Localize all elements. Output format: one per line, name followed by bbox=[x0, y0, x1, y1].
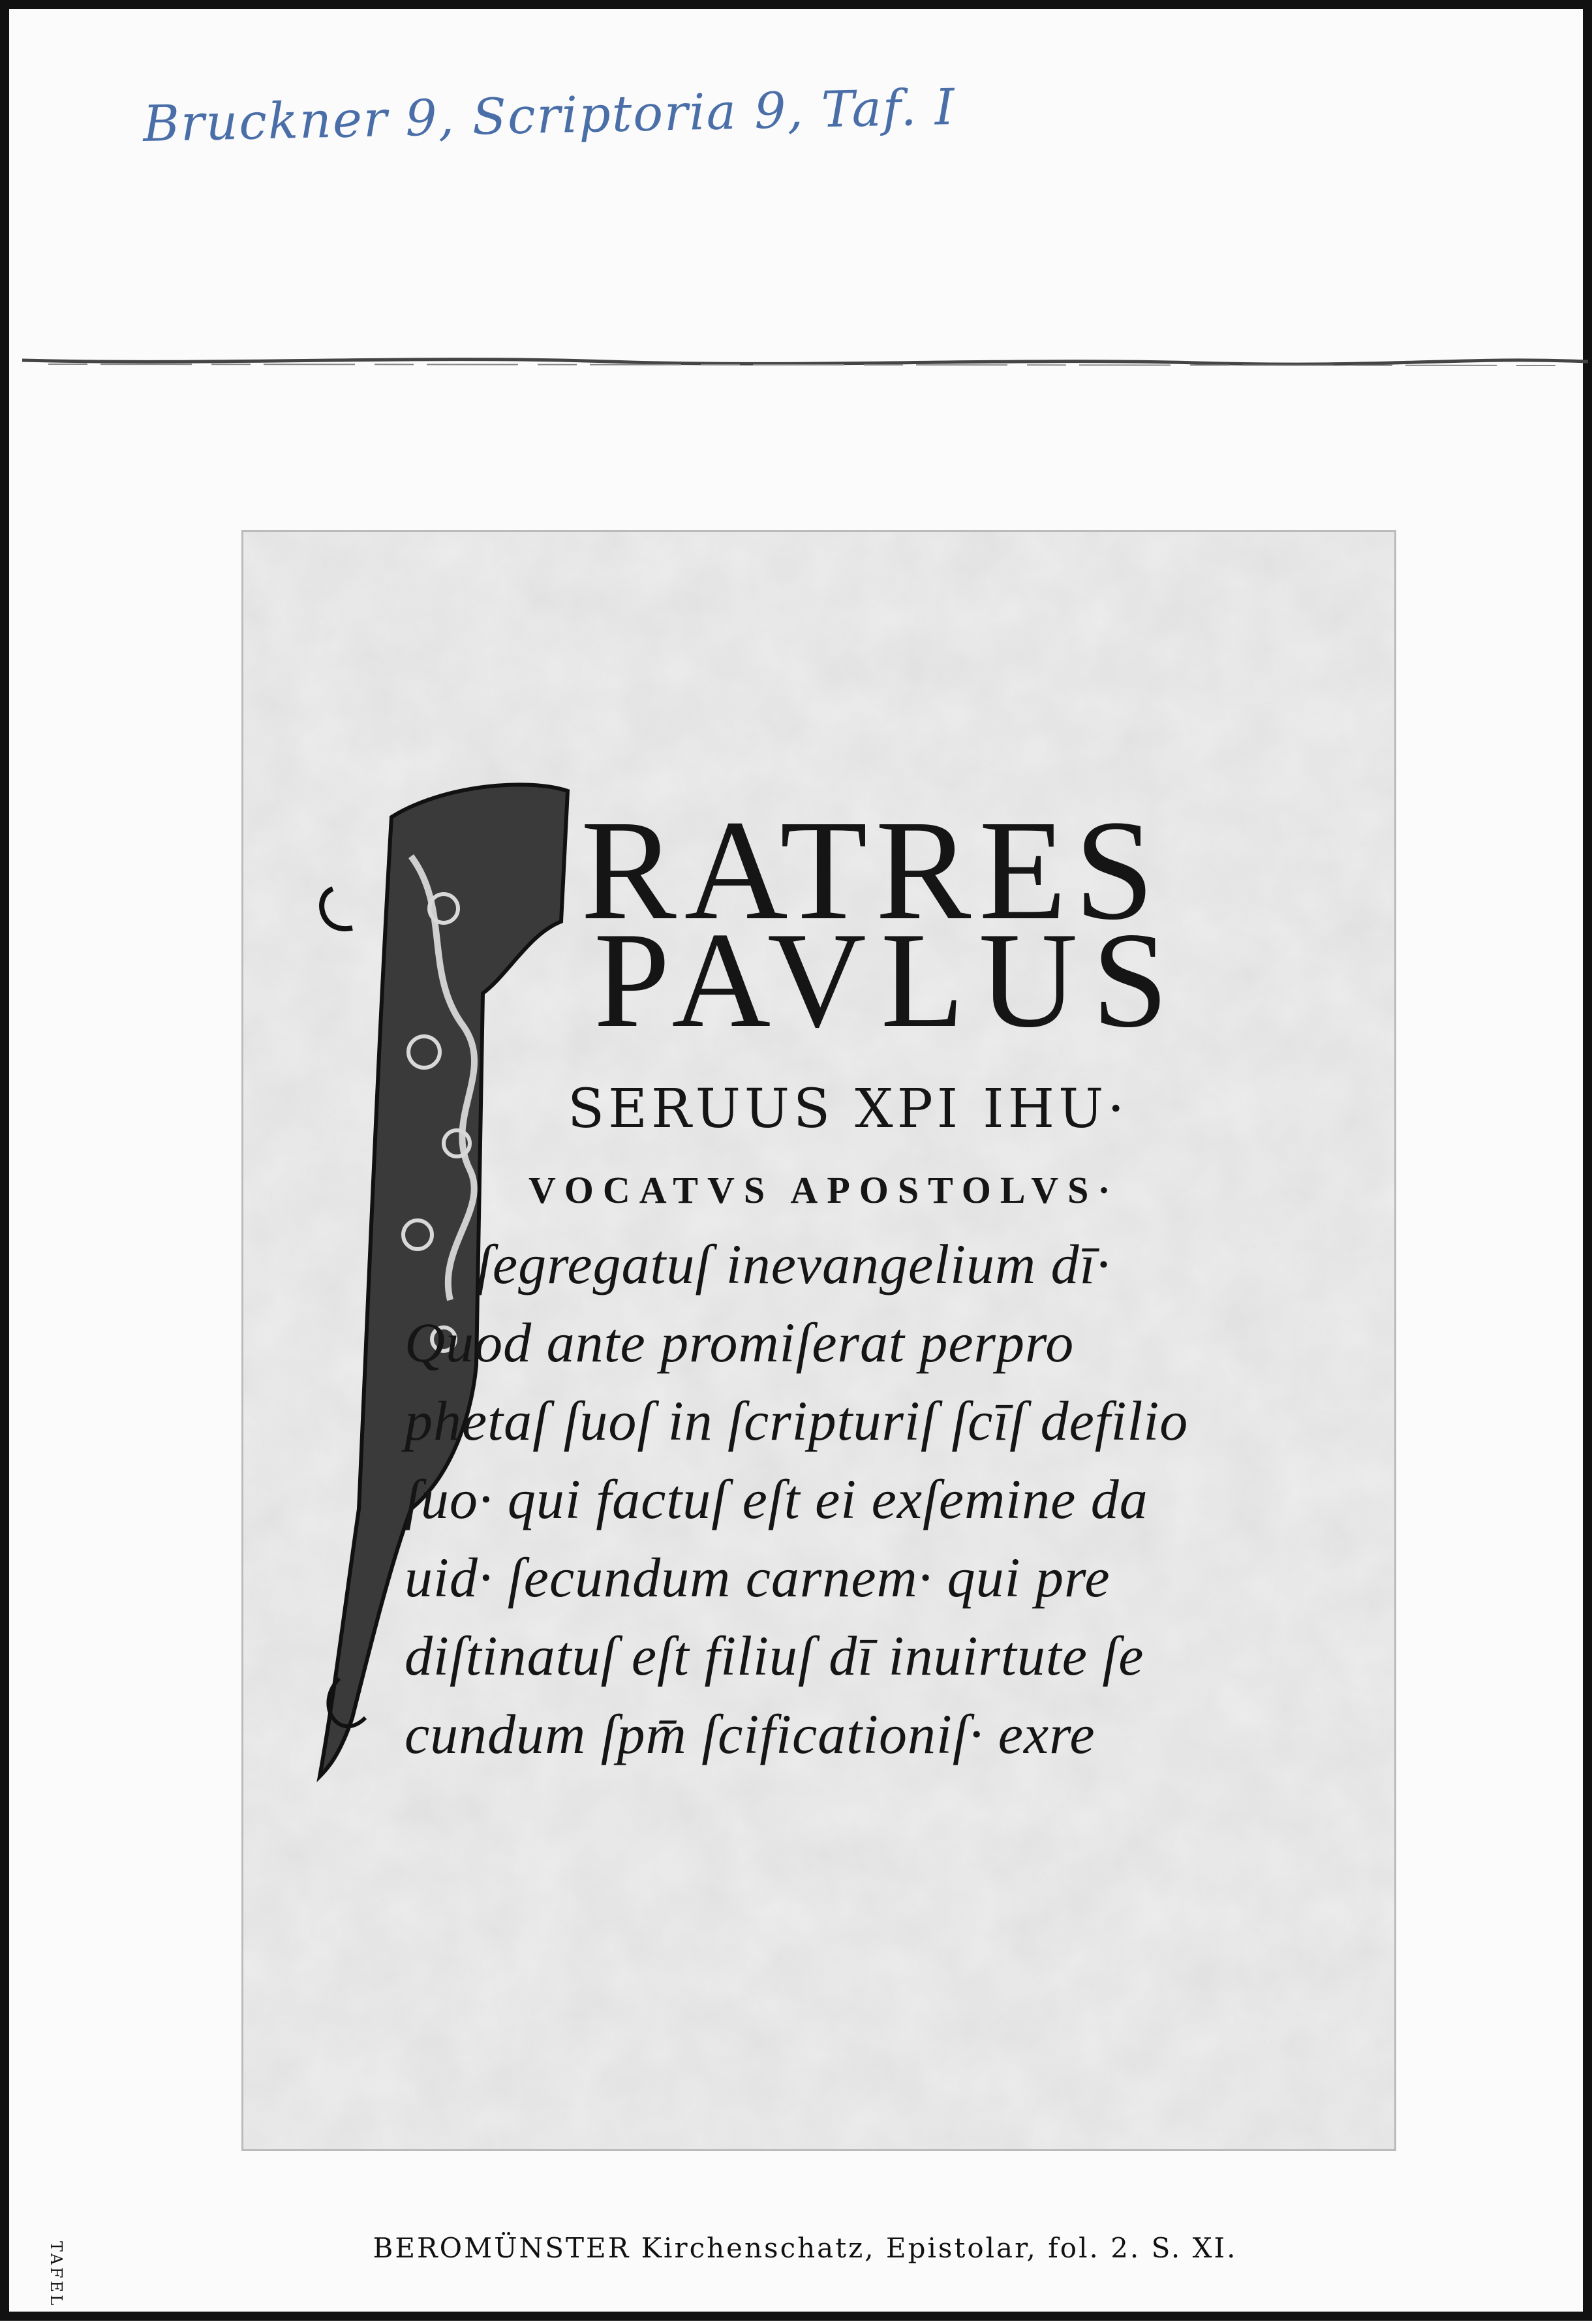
manuscript-line-6: Quod ante promiſerat perpro bbox=[405, 1311, 1075, 1374]
manuscript-plate bbox=[241, 530, 1396, 2151]
manuscript-line-4: VOCATVS APOSTOLVS· bbox=[528, 1169, 1120, 1211]
handwritten-note: Bruckner 9, Scriptoria 9, Taf. I bbox=[142, 77, 957, 153]
manuscript-line-3: SERUUS XPI IHU· bbox=[568, 1078, 1129, 1140]
manuscript-line-1: RATRES bbox=[581, 790, 1163, 950]
fold-line bbox=[22, 349, 1588, 381]
manuscript-line-8: ſuo· qui factuſ eſt ei exſemine da bbox=[405, 1468, 1148, 1530]
plate-caption: BEROMÜNSTER Kirchenschatz, Epistolar, fol. 2. S. XI. bbox=[373, 2232, 1238, 2264]
manuscript-line-10: diſtinatuſ eſt filiuſ dī inuirtute ſe bbox=[405, 1624, 1144, 1687]
manuscript-line-2: PAVLUS bbox=[594, 905, 1183, 1056]
manuscript-line-5: ſegregatuſ inevangelium dī· bbox=[476, 1233, 1110, 1295]
manuscript-line-9: uid· ſecundum carnem· qui pre bbox=[405, 1546, 1110, 1609]
manuscript-line-11: cundum ſpm̄ ſcificationiſ· exre bbox=[405, 1703, 1095, 1765]
plate-number-label: TAFEL I bbox=[47, 2241, 65, 2324]
manuscript-line-7: phetaſ ſuoſ in ſcripturiſ ſcīſ defilio bbox=[405, 1389, 1189, 1452]
